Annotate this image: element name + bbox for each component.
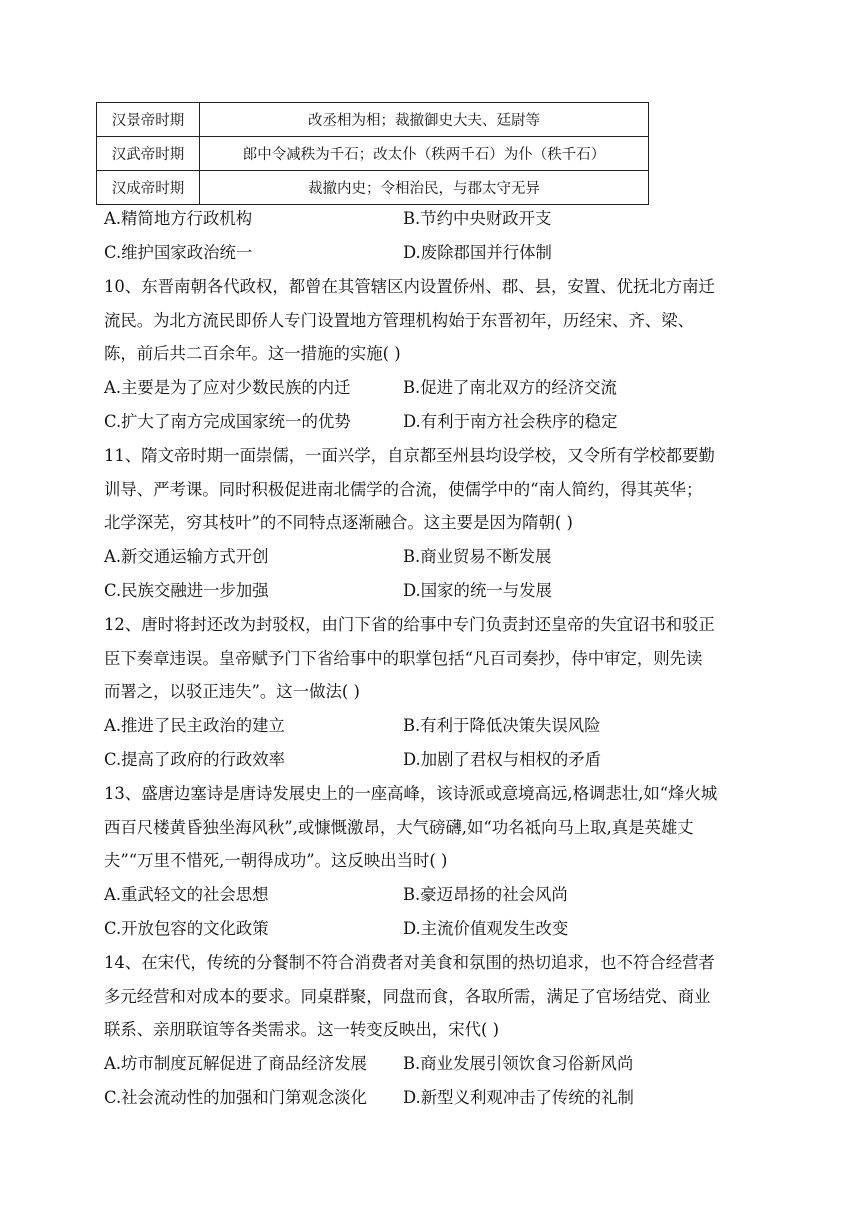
table-cell-content: 郎中令减秩为千石；改太仆（秩两千石）为仆（秩千石） — [200, 137, 649, 171]
q14-stem-line: 14、在宋代，传统的分餐制不符合消费者对美食和氛围的热切追求，也不符合经营者 — [104, 953, 715, 972]
q10-stem-line: 流民。为北方流民即侨人专门设置地方管理机构始于东晋初年，历经宋、齐、梁、 — [104, 311, 695, 330]
q10-option-a: A.主要是为了应对少数民族的内迁 — [104, 378, 351, 397]
q9-option-a: A.精简地方行政机构 — [104, 209, 253, 228]
q14-stem-line: 联系、亲朋联谊等各类需求。这一转变反映出，宋代( ) — [104, 1020, 499, 1039]
table-cell-content: 改丞相为相；裁撤御史大夫、廷尉等 — [200, 103, 649, 137]
q11-stem-line: 训导、严考课。同时积极促进南北儒学的合流，使儒学中的“南人简约，得其英华； — [104, 480, 703, 499]
q10-stem-line: 10、东晋南朝各代政权，都曾在其管辖区内设置侨州、郡、县，安置、优抚北方南迁 — [104, 277, 715, 296]
q13-option-d: D.主流价值观发生改变 — [403, 919, 569, 938]
q12-option-d: D.加剧了君权与相权的矛盾 — [403, 750, 602, 769]
q13-option-c: C.开放包容的文化政策 — [104, 919, 269, 938]
q9-option-d: D.废除郡国并行体制 — [403, 243, 552, 262]
q11-stem-line: 北学深芜，穷其枝叶”的不同特点逐渐融合。这主要是因为隋朝( ) — [104, 513, 573, 532]
q13-stem-line: 13、盛唐边塞诗是唐诗发展史上的一座高峰，该诗派或意境高远,格调悲壮,如“烽火城 — [104, 784, 718, 803]
table-row — [97, 103, 649, 137]
q11-stem-line: 11、隋文帝时期一面崇儒，一面兴学，自京都至州县均设学校，又令所有学校都要勤 — [104, 446, 715, 465]
q14-option-d: D.新型义利观冲击了传统的礼制 — [403, 1088, 634, 1107]
table-cell-period: 汉景帝时期 — [97, 103, 200, 137]
q10-option-b: B.促进了南北双方的经济交流 — [403, 378, 617, 397]
q13-option-b: B.豪迈昂扬的社会风尚 — [403, 885, 568, 904]
q14-option-b: B.商业发展引领饮食习俗新风尚 — [403, 1054, 634, 1073]
table-row — [97, 137, 649, 171]
table-row — [97, 171, 649, 205]
q14-option-a: A.坊市制度瓦解促进了商品经济发展 — [104, 1054, 367, 1073]
table-cell-period: 汉武帝时期 — [97, 137, 200, 171]
q11-option-a: A.新交通运输方式开创 — [104, 547, 269, 566]
q10-option-d: D.有利于南方社会秩序的稳定 — [403, 412, 618, 431]
q11-option-b: B.商业贸易不断发展 — [403, 547, 552, 566]
q10-stem-line: 陈，前后共二百余年。这一措施的实施( ) — [104, 344, 401, 363]
policy-table — [96, 102, 649, 205]
q13-option-a: A.重武轻文的社会思想 — [104, 885, 269, 904]
q13-stem-line: 夫”“万里不惜死,一朝得成功”。这反映出当时( ) — [104, 851, 448, 870]
q13-stem-line: 西百尺楼黄昏独坐海风秋”,或慷慨激昂，大气磅礴,如“功名祗向马上取,真是英雄丈 — [104, 818, 694, 837]
q12-option-c: C.提高了政府的行政效率 — [104, 750, 286, 769]
q11-option-c: C.民族交融进一步加强 — [104, 581, 269, 600]
q12-option-b: B.有利于降低决策失误风险 — [403, 716, 601, 735]
q12-stem-line: 而署之，以驳正违失”。这一做法( ) — [104, 682, 360, 701]
q12-stem-line: 臣下奏章违误。皇帝赋予门下省给事中的职掌包括“凡百司奏抄，侍中审定，则先读 — [104, 649, 703, 668]
q12-option-a: A.推进了民主政治的建立 — [104, 716, 285, 735]
table-cell-content: 裁撤内史；令相治民，与郡太守无异 — [200, 171, 649, 205]
q10-option-c: C.扩大了南方完成国家统一的优势 — [104, 412, 351, 431]
table-cell-period: 汉成帝时期 — [97, 171, 200, 205]
q14-option-c: C.社会流动性的加强和门第观念淡化 — [104, 1088, 368, 1107]
q9-option-b: B.节约中央财政开支 — [403, 209, 552, 228]
q14-stem-line: 多元经营和对成本的要求。同桌群聚，同盘而食，各取所需，满足了官场结党、商业 — [104, 987, 711, 1006]
q12-stem-line: 12、唐时将封还改为封驳权，由门下省的给事中专门负责封还皇帝的失宜诏书和驳正 — [104, 615, 715, 634]
q9-option-c: C.维护国家政治统一 — [104, 243, 253, 262]
q11-option-d: D.国家的统一与发展 — [403, 581, 552, 600]
